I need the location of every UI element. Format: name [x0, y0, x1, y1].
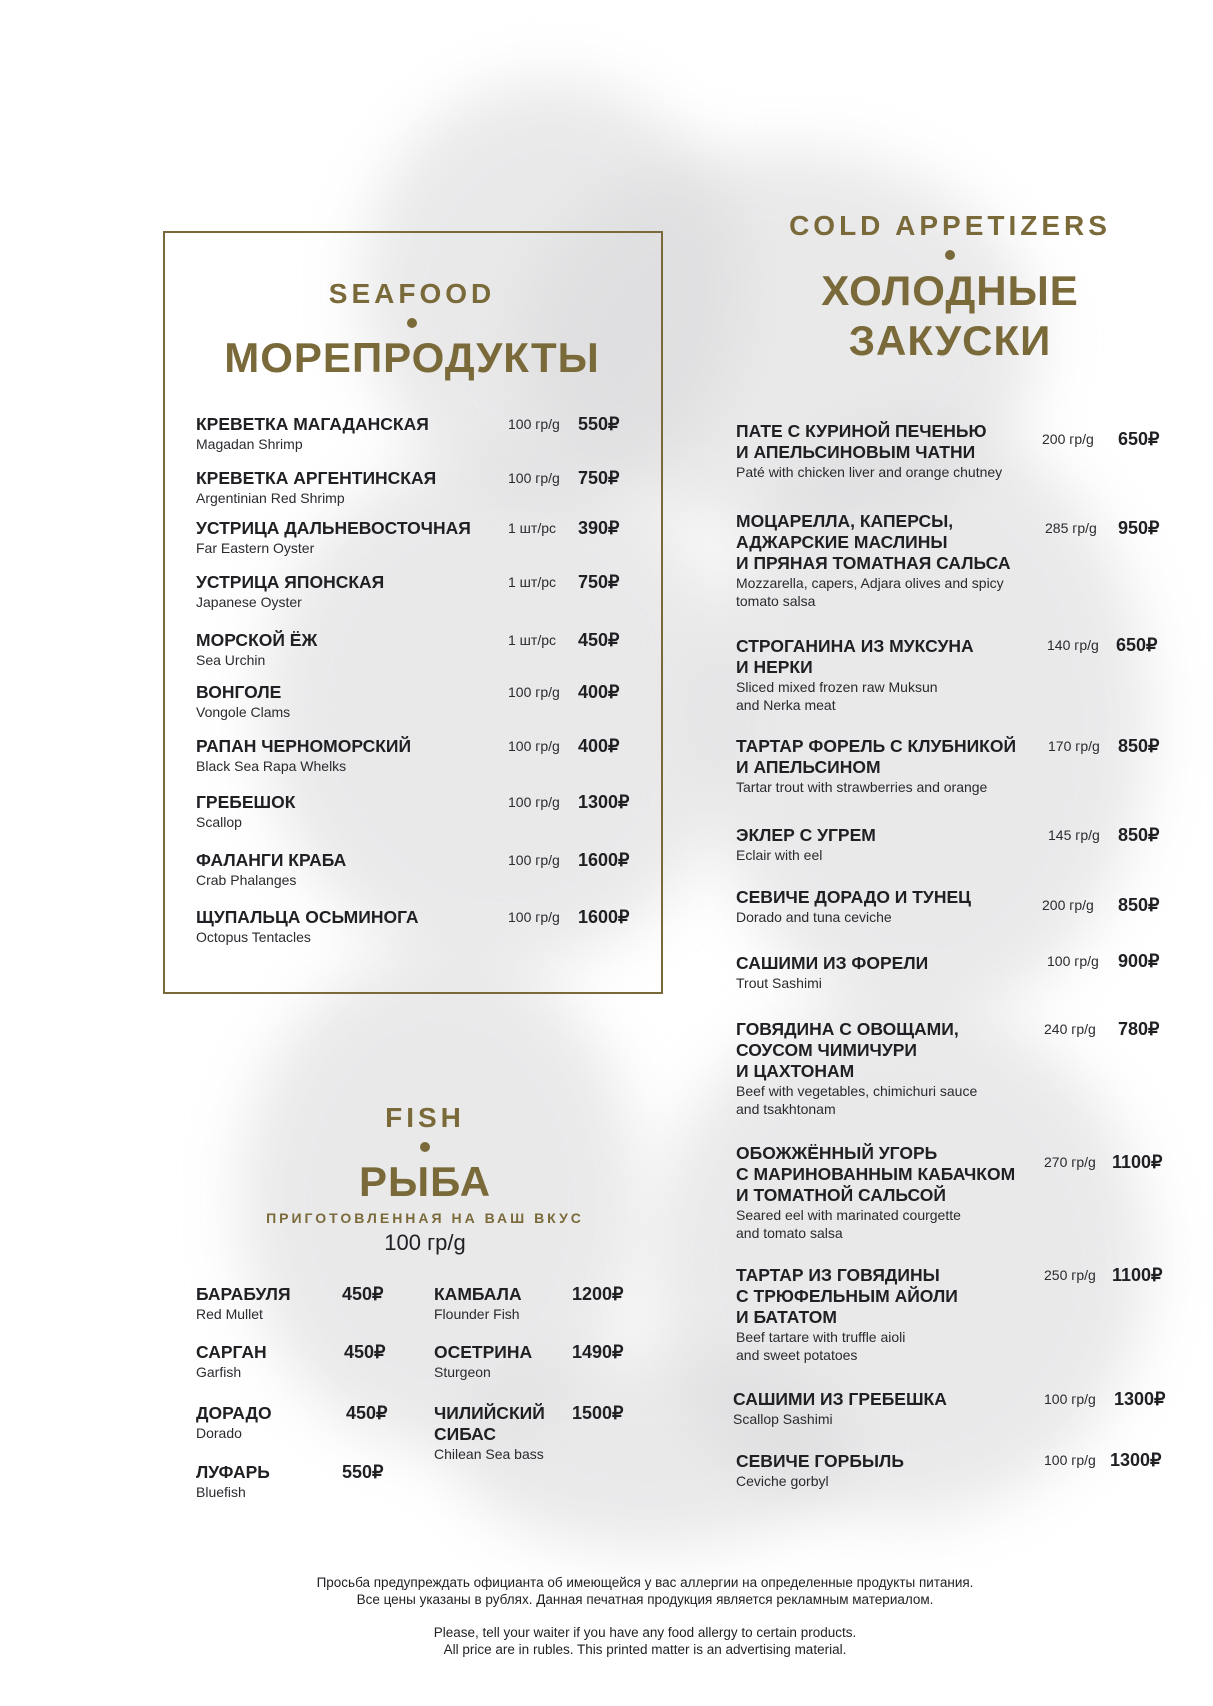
footer-note-ru [280, 1574, 1010, 1608]
item-weight: 140 гр/g [1047, 637, 1099, 653]
item-name-en: Argentinian Red Shrimp [196, 490, 345, 506]
item-weight: 285 гр/g [1045, 520, 1097, 536]
menu-item [196, 1284, 291, 1323]
item-weight: 100 гр/g [508, 738, 560, 754]
item-name-ru: ЭКЛЕР С УГРЕМ [736, 825, 876, 845]
item-name-ru: ГРЕБЕШОК [196, 792, 296, 812]
item-price: 1490₽ [572, 1342, 624, 1362]
item-weight: 170 гр/g [1048, 738, 1100, 754]
item-price: 1300₽ [578, 792, 630, 812]
item-name-en: Scallop [196, 814, 242, 830]
item-price: 750₽ [578, 468, 620, 488]
cold-title-ru-line2: ЗАКУСКИ [848, 317, 1052, 364]
item-name-en: Vongole Clams [196, 704, 291, 720]
item-name-ru: КРЕВЕТКА АРГЕНТИНСКАЯ [196, 468, 437, 488]
item-weight: 100 гр/g [1044, 1452, 1096, 1468]
separator-dot [420, 1142, 430, 1152]
item-name-en: Sliced mixed frozen raw Muksun and Nerka meat [736, 679, 938, 713]
item-weight: 100 гр/g [508, 416, 560, 432]
item-name-en: Far Eastern Oyster [196, 540, 315, 556]
item-name-en: Japanese Oyster [196, 594, 302, 610]
separator-dot [407, 318, 417, 328]
item-price: 850₽ [1118, 825, 1160, 845]
item-name-ru: САШИМИ ИЗ ГРЕБЕШКА [733, 1389, 947, 1409]
item-price: 450₽ [578, 630, 620, 650]
item-name-ru: САШИМИ ИЗ ФОРЕЛИ [736, 953, 929, 973]
fish-portion: 100 гр/g [384, 1230, 466, 1255]
item-name-en: Magadan Shrimp [196, 436, 303, 452]
item-weight: 145 гр/g [1048, 827, 1100, 843]
menu-item [196, 682, 290, 721]
item-price: 1600₽ [578, 907, 630, 927]
menu-item [736, 953, 928, 992]
menu-item [736, 511, 1010, 610]
item-price: 750₽ [578, 572, 620, 592]
footer-en-line2: All price are in rubles. This printed matter is an advertising material. [443, 1642, 847, 1657]
item-name-en: Trout Sashimi [736, 975, 822, 991]
item-price: 1300₽ [1110, 1450, 1162, 1470]
item-name-en: Eclair with eel [736, 847, 823, 863]
item-name-en: Black Sea Rapa Whelks [196, 758, 347, 774]
separator-dot [945, 250, 955, 260]
item-price: 450₽ [346, 1403, 388, 1423]
cold-title-ru-line1: ХОЛОДНЫЕ [821, 267, 1079, 314]
item-weight: 240 гр/g [1044, 1021, 1096, 1037]
fish-heading [210, 1102, 640, 1256]
item-price: 450₽ [342, 1284, 384, 1304]
menu-item [196, 907, 419, 946]
item-price: 650₽ [1116, 635, 1158, 655]
item-name-ru: ПАТЕ С КУРИНОЙ ПЕЧЕНЬЮ И АПЕЛЬСИНОВЫМ ЧАТНИ [736, 421, 987, 462]
item-name-ru: ГОВЯДИНА С ОВОЩАМИ, СОУСОМ ЧИМИЧУРИ И ЦАХТОНАМ [736, 1019, 959, 1081]
seafood-title-ru: МОРЕПРОДУКТЫ [224, 334, 600, 381]
menu-item [736, 736, 1016, 796]
menu-item [736, 1265, 958, 1364]
menu-item [196, 518, 471, 557]
menu-item [196, 736, 411, 775]
fish-title-en: FISH [385, 1102, 465, 1133]
item-weight: 270 гр/g [1044, 1154, 1096, 1170]
item-price: 450₽ [344, 1342, 386, 1362]
menu-item [733, 1389, 947, 1428]
item-name-en: Crab Phalanges [196, 872, 297, 888]
menu-item [196, 414, 429, 453]
item-price: 850₽ [1118, 736, 1160, 756]
item-weight: 1 шт/pc [508, 574, 556, 590]
item-name-en: Scallop Sashimi [733, 1411, 833, 1427]
item-name-en: Flounder Fish [434, 1306, 520, 1322]
item-name-ru: ОБОЖЖЁННЫЙ УГОРЬ С МАРИНОВАННЫМ КАБАЧКОМ И ТОМАТНОЙ САЛЬСОЙ [736, 1143, 1016, 1205]
footer-ru-line1: Просьба предупреждать официанта об имеющейся у вас аллергии на определенные продукты питания. [316, 1575, 974, 1590]
item-name-en: Chilean Sea bass [434, 1446, 544, 1462]
item-name-ru: ВОНГОЛЕ [196, 682, 282, 702]
item-price: 780₽ [1118, 1019, 1160, 1039]
item-weight: 1 шт/pc [508, 632, 556, 648]
item-weight: 100 гр/g [508, 909, 560, 925]
item-name-ru: КРЕВЕТКА МАГАДАНСКАЯ [196, 414, 429, 434]
item-name-en: Ceviche gorbyl [736, 1473, 829, 1489]
menu-item [196, 1342, 267, 1381]
menu-item [434, 1284, 522, 1323]
item-price: 950₽ [1118, 518, 1160, 538]
menu-item [736, 887, 971, 926]
item-weight: 1 шт/pc [508, 520, 556, 536]
item-name-en: Seared eel with marinated courgette and tomato salsa [736, 1207, 961, 1241]
item-price: 550₽ [342, 1462, 384, 1482]
menu-item [736, 1451, 904, 1490]
item-price: 1500₽ [572, 1403, 624, 1423]
item-name-en: Mozzarella, capers, Adjara olives and spicy tomato salsa [736, 575, 1004, 609]
item-price: 900₽ [1118, 951, 1160, 971]
item-name-ru: ЧИЛИЙСКИЙ СИБАС [434, 1403, 545, 1444]
item-name-ru: ФАЛАНГИ КРАБА [196, 850, 347, 870]
menu-item [736, 825, 876, 864]
menu-item [196, 468, 436, 507]
item-name-en: Paté with chicken liver and orange chutney [736, 464, 1003, 480]
menu-item [196, 630, 317, 669]
item-name-en: Bluefish [196, 1484, 246, 1500]
item-weight: 100 гр/g [1044, 1391, 1096, 1407]
item-price: 1100₽ [1112, 1265, 1163, 1285]
menu-item [736, 1019, 977, 1118]
item-weight: 100 гр/g [508, 852, 560, 868]
item-price: 1300₽ [1114, 1389, 1166, 1409]
item-name-ru: КАМБАЛА [434, 1284, 522, 1304]
item-weight: 100 гр/g [508, 470, 560, 486]
item-name-ru: ЛУФАРЬ [196, 1462, 270, 1482]
item-name-ru: ТАРТАР ИЗ ГОВЯДИНЫ С ТРЮФЕЛЬНЫМ АЙОЛИ И БАТАТОМ [736, 1265, 958, 1327]
item-price: 850₽ [1118, 895, 1160, 915]
menu-item [736, 1143, 1015, 1242]
item-weight: 100 гр/g [508, 794, 560, 810]
item-name-en: Dorado and tuna ceviche [736, 909, 892, 925]
item-name-en: Tartar trout with strawberries and orange [736, 779, 988, 795]
footer-ru-line2: Все цены указаны в рублях. Данная печатная продукция является рекламным материалом. [356, 1592, 934, 1607]
menu-item [196, 572, 384, 611]
item-price: 1100₽ [1112, 1152, 1163, 1172]
item-name-en: Red Mullet [196, 1306, 263, 1322]
item-price: 1200₽ [572, 1284, 624, 1304]
item-name-ru: СЕВИЧЕ ГОРБЫЛЬ [736, 1451, 904, 1471]
item-price: 400₽ [578, 682, 620, 702]
item-name-en: Dorado [196, 1425, 242, 1441]
footer-note-en [280, 1624, 1010, 1658]
item-name-en: Garfish [196, 1364, 242, 1380]
item-name-ru: ДОРАДО [196, 1403, 272, 1423]
item-name-en: Beef tartare with truffle aioli and sweet potatoes [736, 1329, 906, 1363]
item-weight: 200 гр/g [1042, 431, 1094, 447]
item-name-ru: БАРАБУЛЯ [196, 1284, 291, 1304]
item-price: 1600₽ [578, 850, 630, 870]
item-name-ru: ЩУПАЛЬЦА ОСЬМИНОГА [196, 907, 419, 927]
item-price: 390₽ [578, 518, 620, 538]
item-weight: 200 гр/g [1042, 897, 1094, 913]
item-name-ru: РАПАН ЧЕРНОМОРСКИЙ [196, 736, 412, 756]
menu-item [434, 1342, 532, 1381]
item-name-en: Beef with vegetables, chimichuri sauce and tsakhtonam [736, 1083, 978, 1117]
item-price: 400₽ [578, 736, 620, 756]
item-price: 550₽ [578, 414, 620, 434]
item-name-en: Octopus Tentacles [196, 929, 311, 945]
item-name-ru: ТАРТАР ФОРЕЛЬ С КЛУБНИКОЙ И АПЕЛЬСИНОМ [736, 736, 1017, 777]
item-name-ru: МОРСКОЙ ЁЖ [196, 630, 318, 650]
item-name-en: Sturgeon [434, 1364, 491, 1380]
item-name-ru: ОСЕТРИНА [434, 1342, 533, 1362]
fish-subtitle: ПРИГОТОВЛЕННАЯ НА ВАШ ВКУС [266, 1210, 584, 1226]
menu-item [196, 1403, 272, 1442]
menu-item [736, 421, 1002, 481]
item-name-ru: МОЦАРЕЛЛА, КАПЕРСЫ, АДЖАРСКИЕ МАСЛИНЫ И ПРЯНАЯ ТОМАТНАЯ САЛЬСА [736, 511, 1011, 573]
cold-heading [750, 210, 1150, 366]
item-weight: 250 гр/g [1044, 1267, 1096, 1283]
item-name-ru: САРГАН [196, 1342, 267, 1362]
menu-item [196, 850, 346, 889]
menu-item [434, 1403, 545, 1463]
menu-item [196, 792, 295, 831]
item-weight: 100 гр/g [1047, 953, 1099, 969]
item-price: 650₽ [1118, 429, 1160, 449]
item-name-ru: СТРОГАНИНА ИЗ МУКСУНА И НЕРКИ [736, 636, 974, 677]
menu-item [736, 636, 974, 714]
seafood-title-en: SEAFOOD [328, 278, 496, 309]
menu-item [196, 1462, 270, 1501]
cold-title-en: COLD APPETIZERS [789, 210, 1111, 241]
seafood-heading [165, 278, 659, 382]
item-name-ru: УСТРИЦА ЯПОНСКАЯ [196, 572, 385, 592]
item-name-ru: СЕВИЧЕ ДОРАДО И ТУНЕЦ [736, 887, 971, 907]
item-name-ru: УСТРИЦА ДАЛЬНЕВОСТОЧНАЯ [196, 518, 471, 538]
footer-en-line1: Please, tell your waiter if you have any food allergy to certain products. [433, 1625, 857, 1640]
fish-title-ru: РЫБА [358, 1158, 492, 1205]
item-name-en: Sea Urchin [196, 652, 266, 668]
item-weight: 100 гр/g [508, 684, 560, 700]
